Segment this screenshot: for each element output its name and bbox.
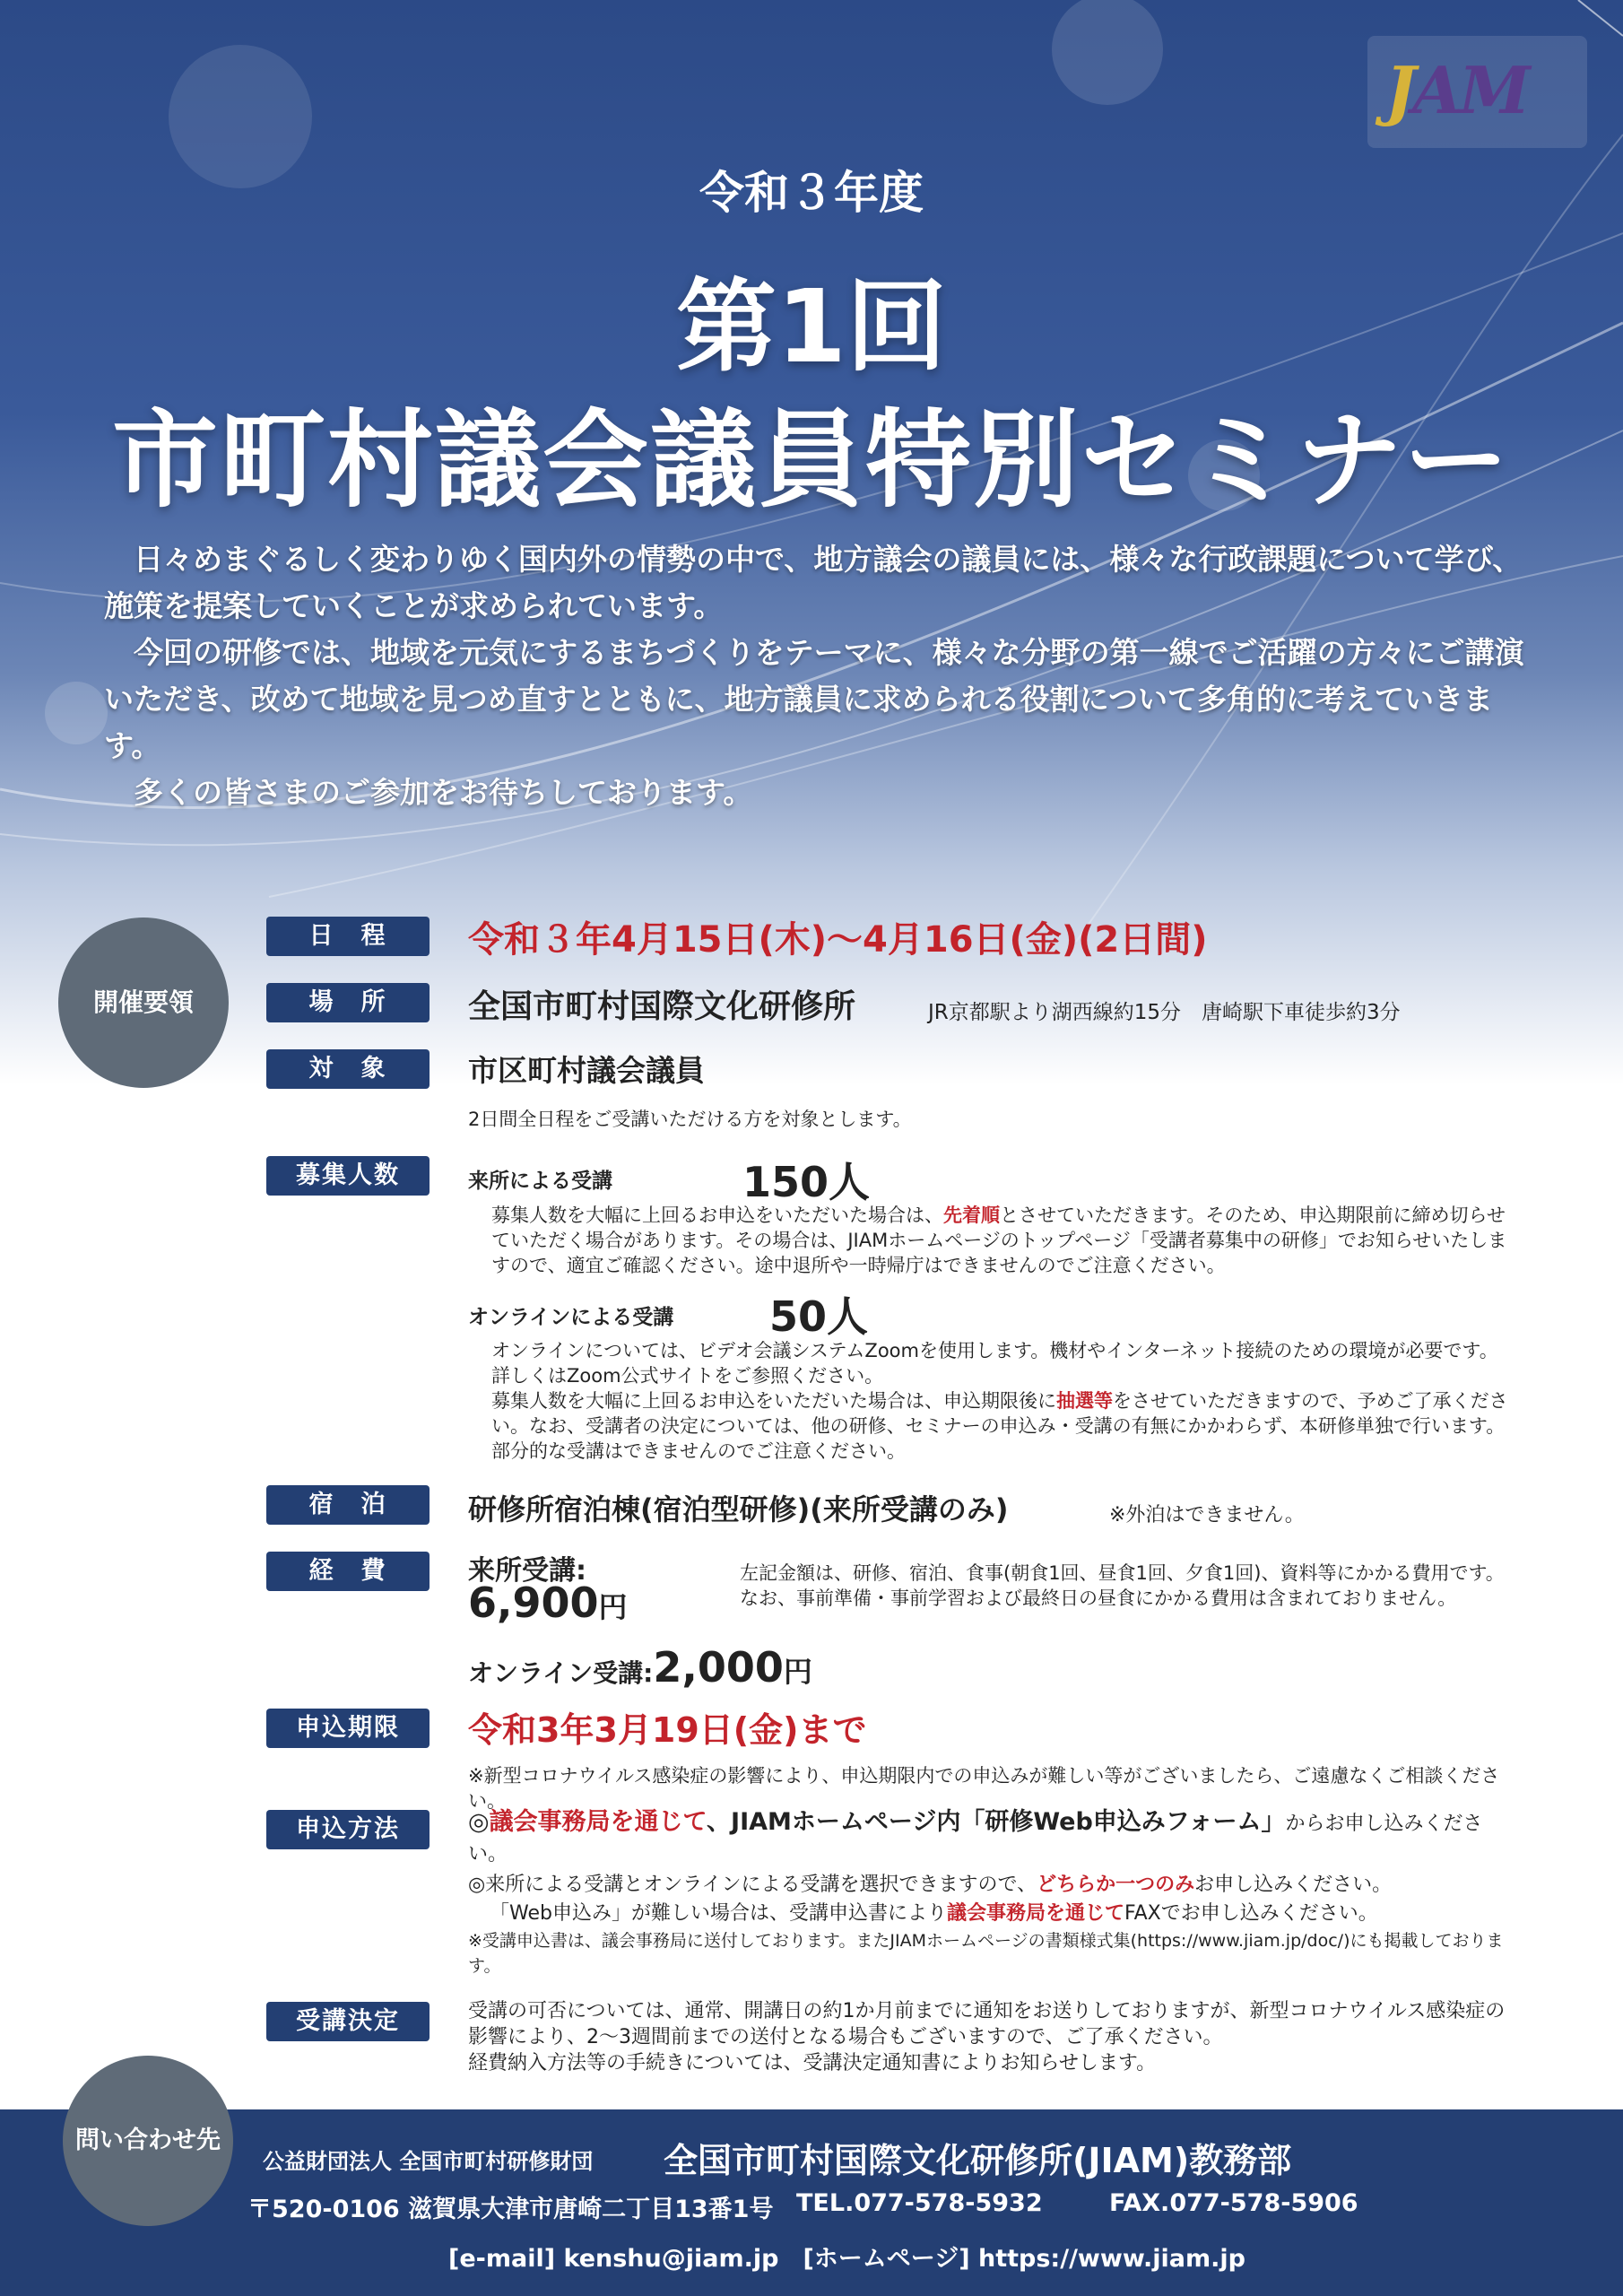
online-capacity-note: オンラインについては、ビデオ会議システムZoomを使用します。機材やインターネット接続のための環境が必要です。詳しくはZoom公式サイトをご参照ください。 (491, 1340, 1498, 1387)
apply-method-line3: 「Web申込み」が難しい場合は、受講申込書により議会事務局を通じてFAXでお申し込みください。 (490, 1902, 1378, 1925)
org-small: 公益財団法人 全国市町村研修財団 (263, 2149, 594, 2174)
intro-text (104, 536, 1530, 816)
label-deadline: 申込期限 (266, 1709, 430, 1748)
intro-paragraph: 今回の研修では、地域を元気にするまちづくりをテーマに、様々な分野の第一線でご活躍の方々にご講演いただき、改めて地域を見つめ直すとともに、地方議員に求められる役割について多角的に考えていきます。 (104, 635, 1524, 763)
onsite-cost-amount: 6,900円 (468, 1578, 628, 1627)
apply-method-line2: ◎来所による受講とオンラインによる受講を選択できますので、どちらか一つのみお申し込みください。 (468, 1874, 1393, 1896)
address: 〒520-0106 滋賀県大津市唐崎二丁目13番1号 (247, 2196, 774, 2223)
email-and-homepage[interactable]: [e-mail] kenshu@jiam.jp [ホームページ] https://www.jiam.jp (448, 2245, 1245, 2273)
fiscal-year: 令和３年度 (699, 167, 924, 219)
onsite-capacity-note: 募集人数を大幅に上回るお申込をいただいた場合は、先着順とさせていただきます。そのため、申込期限前に締め切らせていただく場合があります。その場合は、JIAMホームページのトップページ「受講者募集中の研修」でお知らせいたしますので、適宜ご確認ください。途中退所や一時帰庁はできませんのでご注意ください。 (491, 1205, 1507, 1276)
page-title: 市町村議会議員特別セミナー (111, 398, 1511, 522)
online-capacity-number: 50人 (769, 1292, 869, 1341)
onsite-capacity-label: 来所による受講 (468, 1170, 612, 1193)
label-capacity: 募集人数 (266, 1156, 430, 1196)
jiam-logo: JAM (1367, 36, 1587, 148)
online-cost: オンライン受講:2,000円 (468, 1643, 812, 1692)
online-lottery-note: 募集人数を大幅に上回るお申込をいただいた場合は、申込期限後に抽選等をさせていただきますので、予めご了承ください。なお、受講者の決定については、他の研修、セミナーの申込み・受講の有無にかかわらず、本研修単独で行います。部分的な受講はできませんのでご注意ください。 (491, 1390, 1508, 1462)
onsite-capacity-number: 150人 (742, 1158, 871, 1206)
decision-text: 受講の可否については、通常、開講日の約1か月前までに通知をお送りしておりますが、新型コロナウイルス感染症の影響により、2～3週間前までの送付となる場合もございますので、ご了承ください。 経費納入方法等の手続きについては、受講決定通知書によりお知らせします。 (468, 2000, 1506, 2074)
place-access: JR京都駅より湖西線約15分 唐崎駅下車徒歩約3分 (928, 1001, 1401, 1024)
label-cost: 経 費 (266, 1552, 430, 1591)
intro-paragraph: 多くの皆さまのご参加をお待ちしております。 (104, 775, 753, 810)
fax: FAX.077-578-5906 (1109, 2189, 1358, 2217)
label-target: 対 象 (266, 1049, 430, 1089)
lodging-value: 研修所宿泊棟(宿泊型研修)(来所受講のみ) (468, 1492, 1009, 1526)
label-lodging: 宿 泊 (266, 1485, 430, 1525)
title-edition: 第1回 (676, 269, 947, 386)
intro-paragraph: 日々めまぐるしく変わりゆく国内外の情勢の中で、地方議会の議員には、様々な行政課題について学び、施策を提案していくことが求められています。 (104, 542, 1523, 623)
label-schedule: 日 程 (266, 917, 430, 956)
target-note: 2日間全日程をご受講いただける方を対象とします。 (468, 1109, 912, 1130)
place-value: 全国市町村国際文化研修所 (468, 988, 856, 1025)
label-decision: 受講決定 (266, 2002, 430, 2041)
apply-method-line1: ◎議会事務局を通じて、JIAMホームページ内「研修Web申込みフォーム」からお申し込みください。 (468, 1808, 1483, 1866)
lodging-note: ※外泊はできません。 (1109, 1504, 1305, 1526)
cost-note: 左記金額は、研修、宿泊、食事(朝食1回、昼食1回、夕食1回)、資料等にかかる費用です。 なお、事前準備・事前学習および最終日の昼食にかかる費用は含まれておりません。 (740, 1562, 1505, 1609)
phone: TEL.077-578-5932 (796, 2189, 1043, 2217)
schedule-value: 令和３年4月15日(木)～4月16日(金)(2日間) (468, 919, 1208, 961)
online-capacity-label: オンラインによる受講 (468, 1306, 674, 1329)
label-place: 場 所 (266, 983, 430, 1022)
org-name: 全国市町村国際文化研修所(JIAM)教務部 (664, 2141, 1292, 2180)
onsite-cost-label: 来所受講: (468, 1555, 586, 1587)
apply-method-note: ※受講申込書は、議会事務局に送付しております。またJIAMホームページの書類様式集(https://www.jiam.jp/doc/)にも掲載しております。 (468, 1931, 1504, 1976)
deadline-note: ※新型コロナウイルス感染症の影響により、申込期限内での申込みが難しい等がございましたら、ご遠慮なくご相談ください。 (468, 1765, 1500, 1812)
label-apply-method: 申込方法 (266, 1810, 430, 1849)
deadline-value: 令和3年3月19日(金)まで (468, 1710, 867, 1750)
target-value: 市区町村議会議員 (468, 1053, 705, 1088)
contact-badge: 問い合わせ先 (63, 2056, 233, 2226)
overview-badge: 開催要領 (58, 918, 229, 1088)
